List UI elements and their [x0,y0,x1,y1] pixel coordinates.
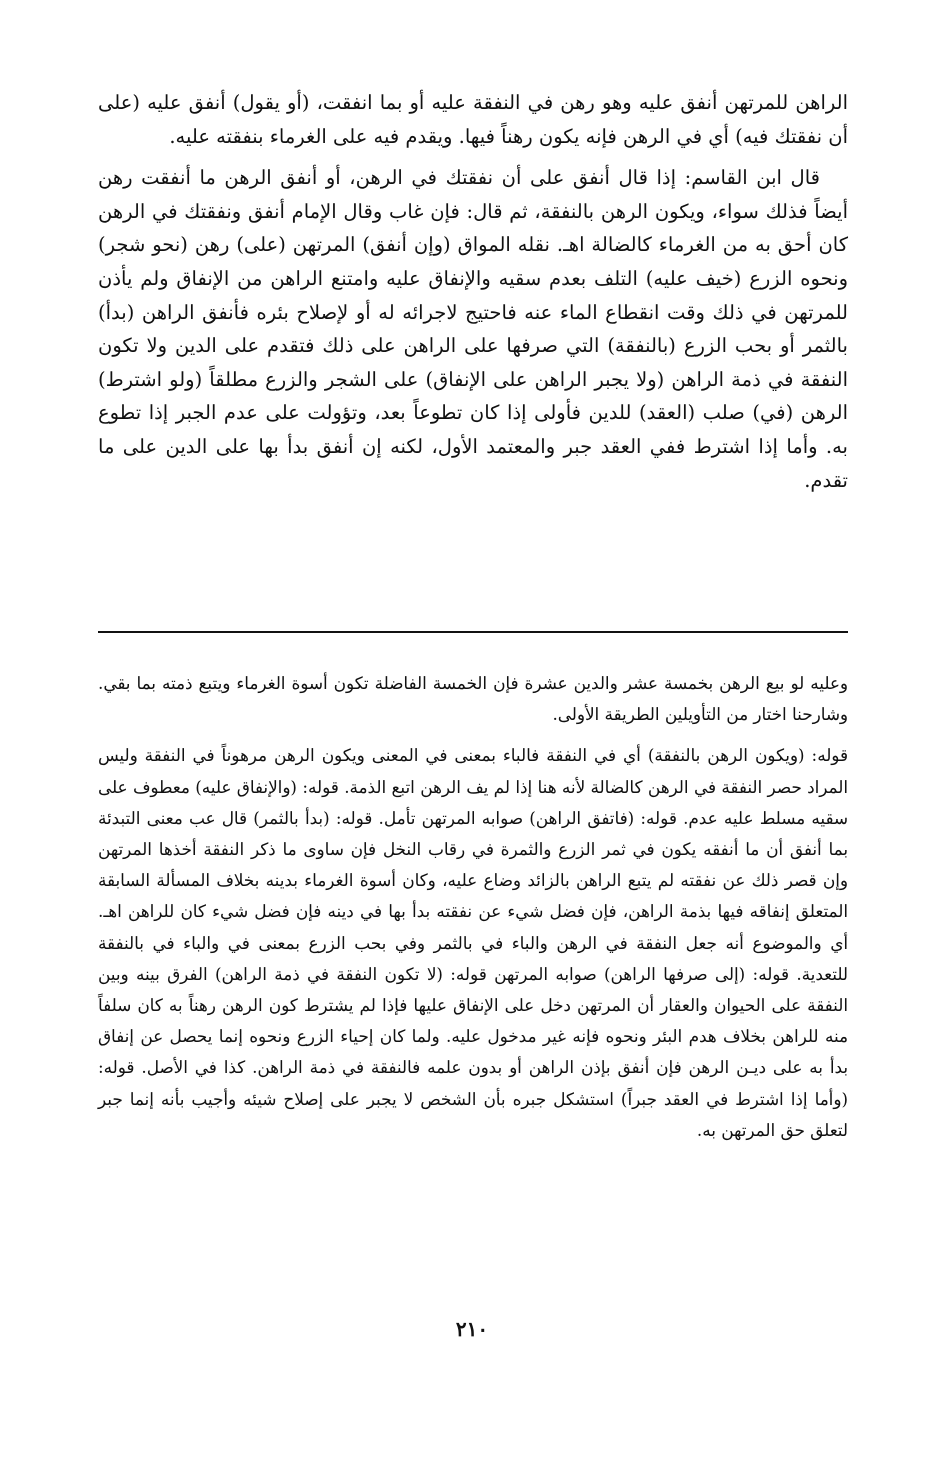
footnotes-section [98,668,848,1146]
footnote-divider [98,631,848,633]
main-paragraph-1: الراهن للمرتهن أنفق عليه وهو رهن في النفقة عليه أو بما انفقت، (أو يقول) أنفق عليه (على أن نفقتك فيه) أي في الرهن فإنه يكون رهناً فيها. ويقدم فيه على الغرماء بنفقته عليه. [98,91,848,148]
page-number: ٢١٠ [455,1317,489,1341]
footnote-paragraph-2: قوله: (ويكون الرهن بالنفقة) أي في النفقة فالباء بمعنى في المعنى ويكون الرهن مرهوناً في النفقة وليس المراد حصر النفقة في الرهن كالضالة لأنه هنا إذا لم يف الرهن اتبع الذمة. قوله: (والإنفاق عليه) معطوف على سقيه مسلط عليه عدم. قوله: (فاتفق الراهن) صوابه المرتهن تأمل. قوله: (بدأ بالثمر) قال عب معنى التبدئة بما أنفق أن ما أنفقه يكون في ثمر الزرع والثمرة في رقاب النخل فإن ساوى ما ذكر النفقة أخذها المرتهن وإن قصر ذلك عن نفقته لم يتبع الراهن بالزائد وضاع عليه، وكان أسوة الغرماء بدينه بخلاف المسألة السابقة المتعلق إنفاقه فيها بذمة الراهن، فإن فضل شيء عن نفقته بدأ بها في دينه فإن فضل شيء كان للراهن اهـ. أي والموضوع أنه جعل النفقة في الرهن والباء في بالثمر وفي بحب الزرع بمعنى في والباء في بالنفقة للتعدية. قوله: (إلى صرفها الراهن) صوابه المرتهن قوله: (لا تكون النفقة في ذمة الراهن) الفرق بينه وبين النفقة على الحيوان والعقار أن المرتهن دخل على الإنفاق عليها فإذا لم يشترط كون الرهن رهناً به كان سلفاً منه للراهن بخلاف هدم البئر ونحوه فإنه غير مدخول عليه. ولما كان إحياء الزرع ونحوه إنما يحصل عن إنفاق بدأ به على ديـن الرهن فإن أنفق بإذن الراهن أو بدون علمه فالنفقة في ذمة الراهن. كذا في الأصل. قوله: (وأما إذا اشترط في العقد جبراً) استشكل جبره بأن الشخص لا يجبر على إصلاح شيئه وأجيب بأنه إنما جبر لتعلق حق المرتهن به. [98,745,848,1140]
main-paragraph-2: قال ابن القاسم: إذا قال أنفق على أن نفقتك في الرهن، أو أنفق الرهن ما أنفقت رهن أيضاً فذلك سواء، ويكون الرهن بالنفقة، ثم قال: فإن غاب وقال الإمام أنفق ونفقتك في الرهن كان أحق به من الغرماء كالضالة اهـ. نقله المواق (وإن أنفق) المرتهن (على) رهن (نحو شجر) ونحوه الزرع (خيف عليه) التلف بعدم سقيه والإنفاق عليه وامتنع الراهن من الإنفاق ولم يأذن للمرتهن في ذلك وقت انقطاع الماء عنه فاحتيج لاجرائه له أو لإصلاح بئره فأنفق الراهن (بدأ) بالثمر أو بحب الزرع (بالنفقة) التي صرفها على الراهن على ذلك فتقدم على الدين ولا تكون النفقة في ذمة الراهن (ولا يجبر الراهن على الإنفاق) على الشجر والزرع مطلقاً (ولو اشترط) الرهن (في) صلب (العقد) للدين فأولى إذا كان تطوعاً بعد، وتؤولت على عدم الجبر إذا تطوع به. وأما إذا اشترط ففي العقد جبر والمعتمد الأول، لكنه إن أنفق بدأ بها على الدين على ما تقدم. [98,166,848,492]
footnote-paragraph-1: وعليه لو بيع الرهن بخمسة عشر والدين عشرة فإن الخمسة الفاضلة تكون أسوة الغرماء ويتبع ذمته بما بقي. وشارحنا اختار من التأويلين الطريقة الأولى. [98,673,848,725]
main-text-body [98,86,848,497]
